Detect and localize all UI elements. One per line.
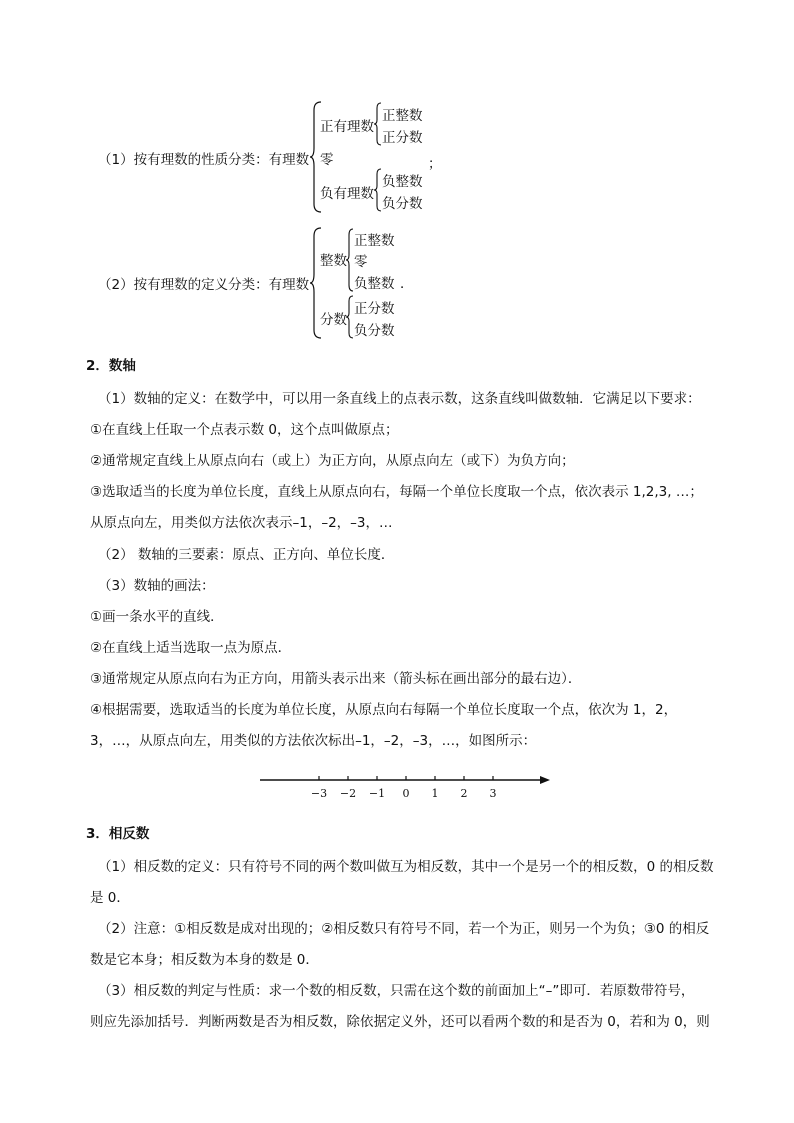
brace-icon <box>346 295 354 339</box>
number-line-tick-label: −2 <box>339 787 357 800</box>
paragraph: （3）相反数的判定与性质：求一个数的相反数，只需在这个数的前面加上“–”即可．若原数带符号， <box>98 983 695 999</box>
paragraph: ①在直线上任取一个点表示数 0，这个点叫做原点； <box>90 422 399 438</box>
paragraph: （2） 数轴的三要素：原点、正方向、单位长度． <box>98 547 395 563</box>
integer-label: 整数 <box>320 253 347 269</box>
period: ． <box>400 276 414 292</box>
number-line-tick-label: 3 <box>489 787 497 800</box>
paragraph: ②通常规定直线上从原点向右（或上）为正方向，从原点向左（或下）为负方向； <box>90 453 575 469</box>
paragraph: 数是它本身；相反数为本身的数是 0． <box>90 952 319 968</box>
classify2-prefix: （2）按有理数的定义分类：有理数 <box>98 277 310 293</box>
pos-frac-label: 正分数 <box>382 130 423 146</box>
classify1-prefix: （1）按有理数的性质分类：有理数 <box>98 152 310 168</box>
section-heading: 3．相反数 <box>86 826 150 842</box>
section-heading: 2．数轴 <box>86 358 136 374</box>
number-line-figure <box>250 766 560 806</box>
paragraph: （1）数轴的定义：在数学中，可以用一条直线上的点表示数，这条直线叫做数轴．它满足以下要求： <box>98 391 701 407</box>
number-line-tick-label: −3 <box>310 787 328 800</box>
neg-int-label: 负整数 <box>382 174 423 190</box>
paragraph: 则应先添加括号．判断两数是否为相反数，除依据定义外，还可以看两个数的和是否为 0，若和为 0，则 <box>90 1014 710 1030</box>
paragraph: 3，…，从原点向左，用类似的方法依次标出–1，–2，–3，…，如图所示： <box>90 733 537 749</box>
pos-int-label: 正整数 <box>382 108 423 124</box>
neg-rational-label: 负有理数 <box>320 186 374 202</box>
pos-rational-label: 正有理数 <box>320 119 374 135</box>
arrow-right-icon <box>540 776 550 784</box>
paragraph: ①画一条水平的直线． <box>90 609 224 625</box>
paragraph: ③选取适当的长度为单位长度，直线上从原点向右，每隔一个单位长度取一个点，依次表示 1,2,3, …； <box>90 484 703 500</box>
brace-icon <box>374 102 382 146</box>
neg-frac-label: 负分数 <box>354 323 395 339</box>
neg-int-label: 负整数 <box>354 276 395 292</box>
zero-label: 零 <box>354 254 368 270</box>
paragraph: （1）相反数的定义：只有符号不同的两个数叫做互为相反数，其中一个是另一个的相反数，0 的相反数 <box>98 859 714 875</box>
fraction-label: 分数 <box>320 312 347 328</box>
number-line-tick-label: −1 <box>368 787 386 800</box>
number-line-tick-label: 1 <box>431 787 439 800</box>
brace-icon <box>374 168 382 212</box>
paragraph: 是 0． <box>90 890 130 906</box>
paragraph: ②在直线上适当选取一点为原点． <box>90 640 292 656</box>
pos-int-label: 正整数 <box>354 233 395 249</box>
number-line-tick-label: 2 <box>460 787 468 800</box>
neg-frac-label: 负分数 <box>382 196 423 212</box>
zero-label: 零 <box>320 152 334 168</box>
paragraph: （3）数轴的画法： <box>98 578 215 594</box>
paragraph: ③通常规定从原点向右为正方向，用箭头表示出来（箭头标在画出部分的最右边）． <box>90 671 582 687</box>
paragraph: 从原点向左，用类似方法依次表示–1，–2，–3，… <box>90 515 393 531</box>
paragraph: （2）注意：①相反数是成对出现的；②相反数只有符号不同，若一个为正，则另一个为负；③0 的相反 <box>98 921 710 937</box>
number-line-tick-label: 0 <box>402 787 410 800</box>
pos-frac-label: 正分数 <box>354 301 395 317</box>
brace-icon <box>346 228 354 292</box>
semicolon: ； <box>428 156 442 172</box>
paragraph: ④根据需要，选取适当的长度为单位长度，从原点向右每隔一个单位长度取一个点，依次为 1，2， <box>90 702 678 718</box>
